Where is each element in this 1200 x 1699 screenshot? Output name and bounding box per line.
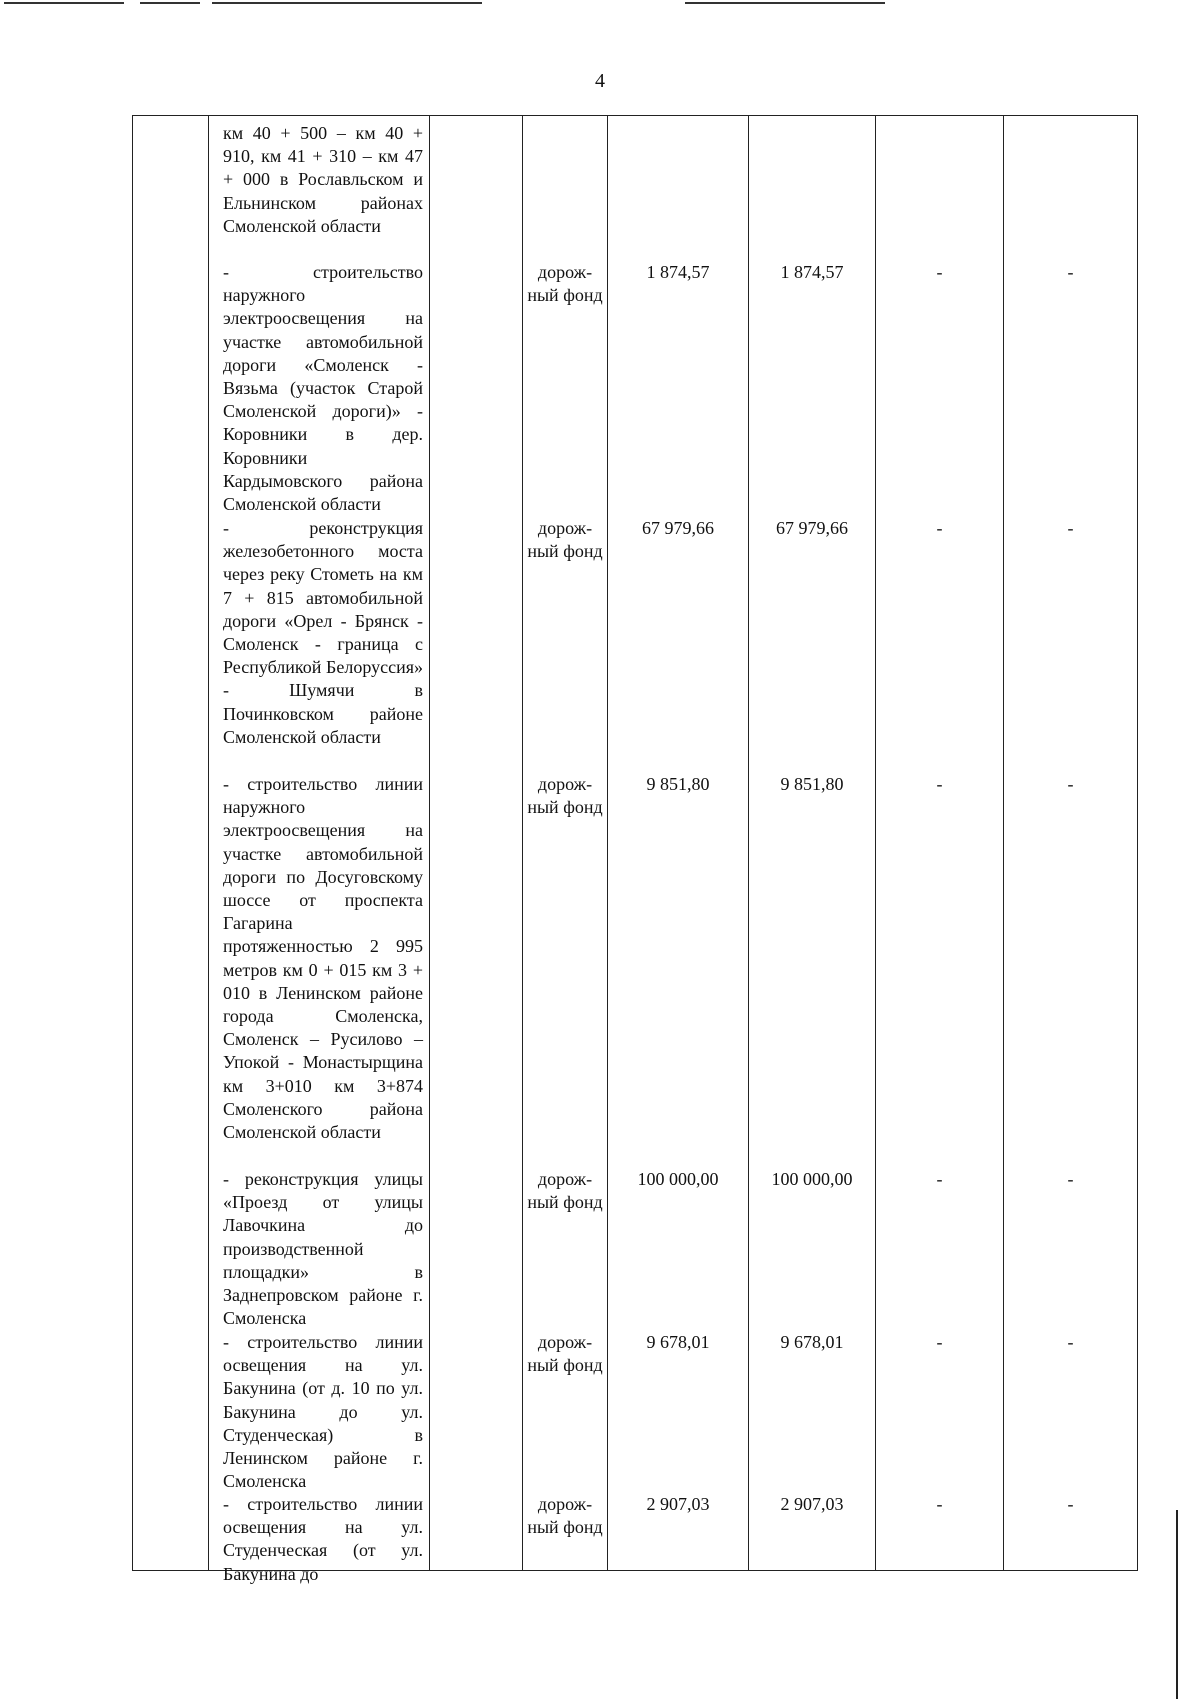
- row-5-total: 100 000,00: [637, 1169, 719, 1189]
- col-empty: [430, 116, 523, 1571]
- row-6-source: дорож-ный фонд: [527, 1332, 603, 1376]
- row-5-year2: -: [936, 1169, 943, 1189]
- row-2-total: 1 874,57: [646, 262, 710, 282]
- col-year2: [876, 116, 1004, 1571]
- row-6-total: 9 678,01: [646, 1332, 710, 1352]
- row-2-description: - строительство наружного электроосвещения на участке автомобильной дороги «Смоленск - Вязьма (участок Старой Смоленской дороги)» - Коровники в дер. Коровники Кардымовского района Смоленской области: [223, 262, 423, 515]
- col-year1: [749, 116, 876, 1571]
- row-3-source: дорож-ный фонд: [527, 518, 603, 562]
- row-6-year3: -: [1067, 1332, 1074, 1352]
- row-3-year2: -: [936, 518, 943, 538]
- col-year3: [1004, 116, 1138, 1571]
- row-4-source: дорож-ный фонд: [527, 774, 603, 818]
- row-2-year2: -: [936, 262, 943, 282]
- row-2-source: дорож-ный фонд: [527, 262, 603, 306]
- row-4-description: - строительство линии наружного электроосвещения на участке автомобильной дороги по Досуговскому шоссе от проспекта Гагарина протяженностью 2 995 метров км 0 + 015 км 3 + 010 в Ленинском районе города Смоленска, Смоленск – Русилово – Упокой - Монастырщина км 3+010 км 3+874 Смоленского района Смоленской области: [223, 774, 423, 1143]
- row-6-year1: 9 678,01: [780, 1332, 844, 1352]
- row-7-year1: 2 907,03: [780, 1494, 844, 1514]
- row-5-year3: -: [1067, 1169, 1074, 1189]
- row-2-year1: 1 874,57: [780, 262, 844, 282]
- row-7-total: 2 907,03: [646, 1494, 710, 1514]
- row-3-total: 67 979,66: [642, 518, 714, 538]
- scan-edge-top: [0, 0, 1200, 8]
- row-4-year1: 9 851,80: [780, 774, 844, 794]
- col-description: [209, 116, 430, 1584]
- page-number: 4: [595, 70, 605, 92]
- row-6-year2: -: [936, 1332, 943, 1352]
- col-total: [608, 116, 749, 1571]
- row-7-year2: -: [936, 1494, 943, 1514]
- row-5-year1: 100 000,00: [771, 1169, 853, 1189]
- row-7-source: дорож-ный фонд: [527, 1494, 603, 1538]
- row-3-description: - реконструкция железобетонного моста через реку Стометь на км 7 + 815 автомобильной дороги «Орел - Брянск - Смоленск - граница с Республикой Белоруссия» - Шумячи в Починковском районе Смоленской области: [223, 518, 423, 747]
- row-6-description: - строительство линии освещения на ул. Бакунина (от д. 10 по ул. Бакунина до ул. Студенческая) в Ленинском районе г. Смоленска: [223, 1332, 423, 1492]
- budget-table: [132, 115, 1138, 1584]
- row-1-description: км 40 + 500 – км 40 + 910, км 41 + 310 – км 47 + 000 в Рославльском и Ельнинском районах Смоленской области: [223, 123, 423, 236]
- row-7-description: - строительство линии освещения на ул. Студенческая (от ул. Бакунина до: [223, 1494, 423, 1584]
- scan-edge-right: [1176, 1510, 1200, 1699]
- row-2-year3: -: [1067, 262, 1074, 282]
- row-3-year1: 67 979,66: [776, 518, 848, 538]
- row-4-year3: -: [1067, 774, 1074, 794]
- col-source: [523, 116, 608, 1571]
- row-5-description: - реконструкция улицы «Проезд от улицы Лавочкина до производственной площадки» в Заднепровском районе г. Смоленска: [223, 1169, 423, 1329]
- row-4-total: 9 851,80: [646, 774, 710, 794]
- row-7-year3: -: [1067, 1494, 1074, 1514]
- row-5-source: дорож-ный фонд: [527, 1169, 603, 1213]
- row-4-year2: -: [936, 774, 943, 794]
- col-number: [133, 116, 209, 1571]
- row-3-year3: -: [1067, 518, 1074, 538]
